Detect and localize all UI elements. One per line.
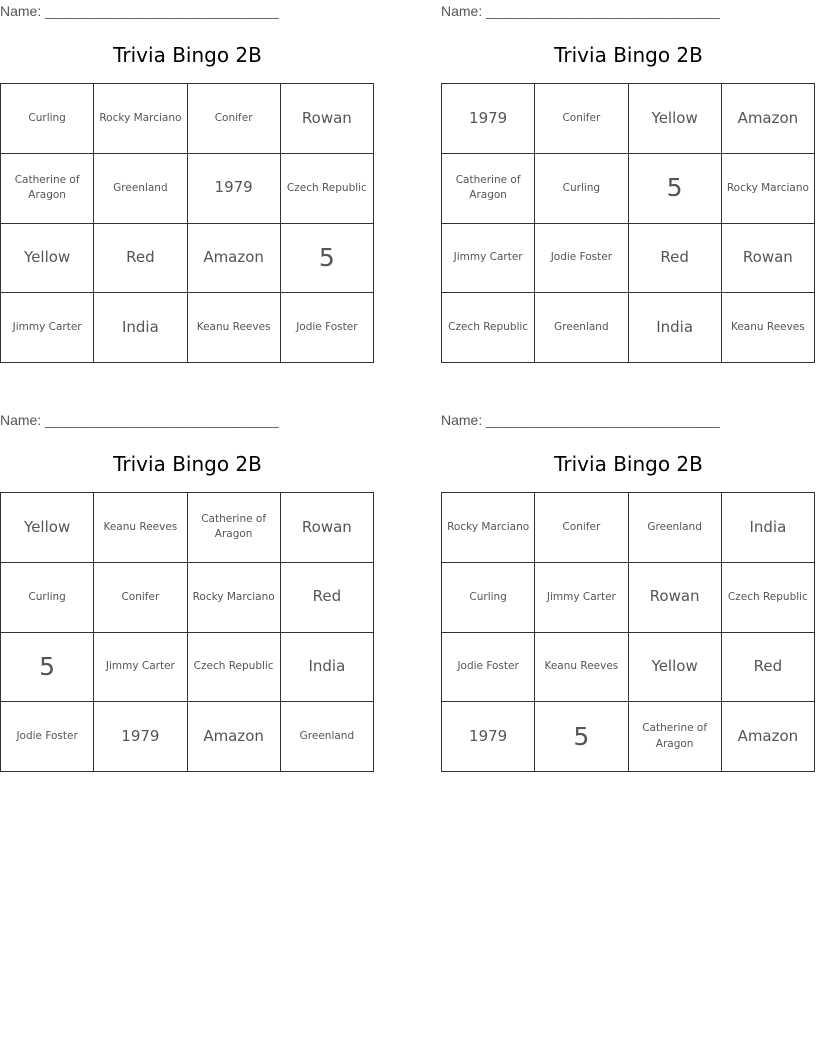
bingo-cell: Jodie Foster bbox=[1, 702, 94, 772]
bingo-cell: Greenland bbox=[281, 702, 374, 772]
bingo-cell: 5 bbox=[1, 633, 94, 703]
bingo-cell: Jodie Foster bbox=[535, 224, 628, 294]
bingo-cell: Rocky Marciano bbox=[442, 493, 535, 563]
bingo-cell: Yellow bbox=[629, 633, 722, 703]
bingo-cell: Yellow bbox=[1, 493, 94, 563]
bingo-cell: Amazon bbox=[188, 224, 281, 294]
bingo-cell: Conifer bbox=[535, 84, 628, 154]
bingo-cell: Rocky Marciano bbox=[94, 84, 187, 154]
bingo-grid bbox=[441, 83, 815, 363]
bingo-cell: Czech Republic bbox=[722, 563, 815, 633]
bingo-cell: 5 bbox=[281, 224, 374, 294]
bingo-cell: Conifer bbox=[188, 84, 281, 154]
card-title: Trivia Bingo 2B bbox=[554, 452, 703, 476]
bingo-cell: Red bbox=[629, 224, 722, 294]
bingo-cell: Yellow bbox=[629, 84, 722, 154]
bingo-cell: 5 bbox=[629, 154, 722, 224]
card-title: Trivia Bingo 2B bbox=[113, 452, 262, 476]
bingo-card-4 bbox=[441, 409, 816, 774]
bingo-cell: Amazon bbox=[188, 702, 281, 772]
name-field-label: Name: ______________________________ bbox=[441, 3, 720, 19]
bingo-cell: India bbox=[281, 633, 374, 703]
bingo-cell: Catherine of Aragon bbox=[188, 493, 281, 563]
bingo-grid bbox=[441, 492, 815, 772]
bingo-cell: India bbox=[629, 293, 722, 363]
name-field-label: Name: ______________________________ bbox=[0, 412, 279, 428]
card-title: Trivia Bingo 2B bbox=[554, 43, 703, 67]
bingo-cell: Rowan bbox=[722, 224, 815, 294]
name-field-label: Name: ______________________________ bbox=[441, 412, 720, 428]
bingo-cell: Curling bbox=[442, 563, 535, 633]
bingo-cell: Rowan bbox=[629, 563, 722, 633]
bingo-cell: Keanu Reeves bbox=[188, 293, 281, 363]
bingo-cell: Greenland bbox=[629, 493, 722, 563]
bingo-cell: Rowan bbox=[281, 84, 374, 154]
bingo-cell: 1979 bbox=[94, 702, 187, 772]
bingo-cell: Curling bbox=[1, 563, 94, 633]
bingo-cell: India bbox=[94, 293, 187, 363]
bingo-cell: Yellow bbox=[1, 224, 94, 294]
bingo-cell: Jimmy Carter bbox=[94, 633, 187, 703]
bingo-cell: Keanu Reeves bbox=[94, 493, 187, 563]
bingo-cell: Greenland bbox=[535, 293, 628, 363]
bingo-cell: Jimmy Carter bbox=[535, 563, 628, 633]
bingo-cell: Czech Republic bbox=[281, 154, 374, 224]
bingo-cell: Red bbox=[722, 633, 815, 703]
bingo-cell: Jodie Foster bbox=[442, 633, 535, 703]
bingo-cell: Catherine of Aragon bbox=[629, 702, 722, 772]
bingo-cell: Jimmy Carter bbox=[442, 224, 535, 294]
bingo-cell: India bbox=[722, 493, 815, 563]
bingo-cell: Rocky Marciano bbox=[188, 563, 281, 633]
bingo-card-3 bbox=[0, 409, 375, 774]
bingo-grid bbox=[0, 492, 374, 772]
name-field-label: Name: ______________________________ bbox=[0, 3, 279, 19]
bingo-cell: Red bbox=[281, 563, 374, 633]
bingo-cell: Curling bbox=[1, 84, 94, 154]
bingo-cell: Rocky Marciano bbox=[722, 154, 815, 224]
bingo-grid bbox=[0, 83, 374, 363]
bingo-cell: 1979 bbox=[442, 84, 535, 154]
bingo-cell: Amazon bbox=[722, 702, 815, 772]
bingo-cell: Rowan bbox=[281, 493, 374, 563]
bingo-cell: Greenland bbox=[94, 154, 187, 224]
bingo-cell: Catherine of Aragon bbox=[442, 154, 535, 224]
bingo-cell: Conifer bbox=[94, 563, 187, 633]
bingo-cell: Curling bbox=[535, 154, 628, 224]
bingo-cell: Keanu Reeves bbox=[535, 633, 628, 703]
bingo-card-2 bbox=[441, 0, 816, 365]
bingo-cell: Amazon bbox=[722, 84, 815, 154]
bingo-cell: 1979 bbox=[188, 154, 281, 224]
bingo-card-1 bbox=[0, 0, 375, 365]
bingo-cell: Keanu Reeves bbox=[722, 293, 815, 363]
bingo-cell: Jimmy Carter bbox=[1, 293, 94, 363]
bingo-cell: 5 bbox=[535, 702, 628, 772]
bingo-cell: 1979 bbox=[442, 702, 535, 772]
card-title: Trivia Bingo 2B bbox=[113, 43, 262, 67]
bingo-cell: Catherine of Aragon bbox=[1, 154, 94, 224]
bingo-cell: Czech Republic bbox=[188, 633, 281, 703]
bingo-cell: Conifer bbox=[535, 493, 628, 563]
bingo-cell: Jodie Foster bbox=[281, 293, 374, 363]
bingo-cell: Czech Republic bbox=[442, 293, 535, 363]
bingo-cell: Red bbox=[94, 224, 187, 294]
